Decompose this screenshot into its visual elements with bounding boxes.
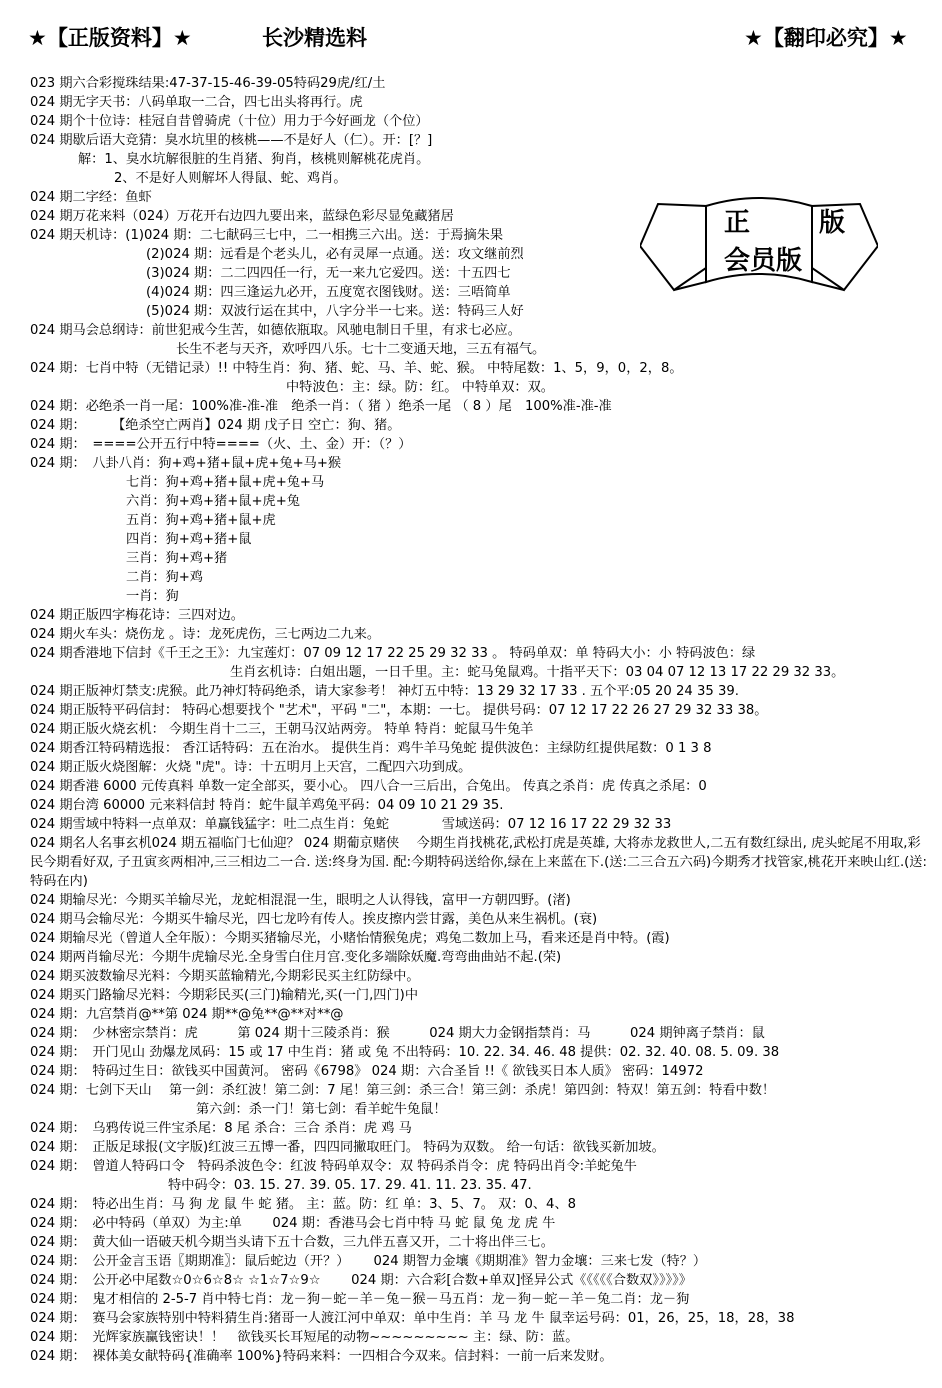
text-line: 024 期雪域中特料一点单双：单赢钱猛字：吐二点生肖：兔蛇 雪域送码：07 12 16 17 22 29 32 33	[30, 817, 672, 832]
header-left-slogan: ★【正版资料】★	[28, 26, 192, 50]
page-title: 长沙精选料	[262, 26, 367, 50]
text-line: 024 期正版四字梅花诗：三四对边。	[30, 608, 244, 623]
text-line: 024 期： 八卦八肖：狗+鸡+猪+鼠+虎+兔+马+猴	[30, 456, 342, 471]
text-line: 024 期： 公开金言玉语〖期期准〗：鼠后蛇边（开？） 024 期智力金壤《期期准》智力金壤：三来七发（特？）	[30, 1254, 707, 1269]
text-line: 024 期： 少林密宗禁肖：虎 第 024 期十三陵杀肖：猴 024 期大力金钢指禁肖：马 024 期钟离子禁肖：鼠	[30, 1026, 765, 1041]
banner-line-1: 正 版	[724, 208, 876, 238]
text-line: 七肖：狗+鸡+猪+鼠+虎+兔+马	[126, 475, 325, 490]
text-line: 024 期香港地下信封《千王之王》：九宝莲灯：07 09 12 17 22 25 29 32 33 。 特码单双：单 特码大小：小 特码波色：绿	[30, 646, 756, 661]
text-line: 024 期： 光辉家族赢钱密诀！！ 欲钱买长耳短尾的动物~~~~~~~~~ 主：绿、防：蓝。	[30, 1330, 579, 1345]
text-line: 024 期无字天书：八码单取一二合，四七出头将再行。虎	[30, 95, 363, 110]
text-line: 长生不老与天齐，欢呼四八乐。七十二变通天地，三五有福气。	[176, 342, 546, 357]
text-line: 024 期万花来料（024）万花开右边四九要出来，蓝绿色彩尽显兔藏猪居	[30, 209, 454, 224]
text-line: (3)024 期：二二四四任一行，无一来九它爱四。送：十五四七	[146, 266, 511, 281]
text-line: 024 期正版神灯禁支:虎猴。此乃神灯特码绝杀，请大家参考！ 神灯五中特：13 29 32 17 33 . 五个平:05 20 24 35 39.	[30, 684, 739, 699]
prediction-text-body	[30, 74, 930, 1366]
text-line: 2、不是好人则解坏人得鼠、蛇、鸡肖。	[114, 171, 347, 186]
text-line: 024 期： 【绝杀空亡两肖】024 期 戊子日 空亡：狗、猪。	[30, 418, 401, 433]
text-line: 解：1、臭水坑解很脏的生肖猪、狗肖，核桃则解桃花虎肖。	[78, 152, 430, 167]
text-line: 024 期： 特必出生肖：马 狗 龙 鼠 牛 蛇 猪。 主：蓝。防：红 单：3、5、7。 双：0、4、8	[30, 1197, 577, 1212]
text-paragraph: 024 期名人名事玄机024 期五福临门七仙迎？ 024 期葡京赌侠 今期生肖找桃花,武松打虎是英雄, 大将赤龙救世人,二五有数红绿出, 虎头蛇尾不用取,彩民今期看好双, 子丑寅亥两相冲,三三相边二一合. 送:终身为国. 配:今期特码送给你,绿在上来蓝在下.(送:二三合五六码)今期秀才找管家,桃花开来映山红.(送:特码在内)	[30, 836, 927, 889]
text-line: 024 期：九宫禁肖@**第 024 期**@兔**@**对**@	[30, 1007, 344, 1022]
text-line: 024 期香江特码精选报： 香江话特码：五在治水。 提供生肖：鸡牛羊马兔蛇 提供波色：主绿防红提供尾数：0 1 3 8	[30, 741, 712, 756]
text-line: 024 期： 正版足球报(文字版)红波三五博一番，四四同撇取旺门。 特码为双数。 给一句话：欲钱买新加坡。	[30, 1140, 665, 1155]
text-line: 024 期：七剑下天山 第一剑：杀红波！第二剑：7 尾！第三剑：杀三合！第三剑：杀虎！第四剑：特双！第五剑：特看中数！	[30, 1083, 776, 1098]
text-line: 024 期两肖输尽光：今期牛虎输尽光.全身雪白住月宫.变化多端除妖魔.弯弯曲曲站不起.(荣)	[30, 950, 562, 965]
text-line: 024 期马会输尽光：今期买牛输尽光，四七龙吟有传人。挨皮擦内尝甘露，美色从来生祸机。(衰)	[30, 912, 598, 927]
text-line: 024 期买门路输尽光料：今期彩民买(三门)输精光,买(一门,四门)中	[30, 988, 419, 1003]
text-line: (2)024 期：远看是个老头儿，必有灵犀一点通。送：攻文继前烈	[146, 247, 524, 262]
text-line: 特中码令：03. 15. 27. 39. 05. 17. 29. 41. 11. 23. 35. 47.	[168, 1178, 532, 1193]
text-line: 第六剑：杀一门！第七剑：看羊蛇牛兔鼠！	[196, 1102, 447, 1117]
text-line: 中特波色：主：绿。防：红。 中特单双：双。	[286, 380, 554, 395]
text-line: 024 期： 裸体美女献特码{准确率 100%}特码来料：一四相合今双来。信封料：一前一后来发财。	[30, 1349, 613, 1364]
text-line: (5)024 期：双波行运在其中，八字分半一七来。送：特码三人好	[146, 304, 524, 319]
text-line: 024 期： 曾道人特码口令 特码杀波色令：红波 特码单双令：双 特码杀肖令：虎 特码出肖令:羊蛇兔牛	[30, 1159, 637, 1174]
text-line: 024 期输尽光：今期买羊输尽光，龙蛇相混混一生，眼明之人认得钱，富甲一方朝四野。(渚)	[30, 893, 571, 908]
text-line: 024 期： ====公开五行中特====（火、土、金）开：（？）	[30, 437, 412, 452]
text-line: 生肖玄机诗：白姐出题，一日千里。主：蛇马兔鼠鸡。十指平天下：03 04 07 12 13 17 22 29 32 33。	[230, 665, 845, 680]
text-line: 三肖：狗+鸡+猪	[126, 551, 228, 566]
text-line: 024 期： 黄大仙一语破天机今期当头请下五十合数，三九伴五喜又开，二十将出伴三七。	[30, 1235, 554, 1250]
text-line: 024 期香港 6000 元传真料 单数一定全部买，要小心。 四八合一三后出，合兔出。 传真之杀肖：虎 传真之杀尾：0	[30, 779, 707, 794]
text-line: 024 期台湾 60000 元来料信封 特肖：蛇牛鼠羊鸡兔平码：04 09 10 21 29 35.	[30, 798, 504, 813]
text-line: 024 期： 赛马会家族特别中特料猜生肖:猪哥一人渡江河中单双：单中生肖：羊 马 龙 牛 鼠幸运号码：01，26，25，18，28，38	[30, 1311, 795, 1326]
text-line: 五肖：狗+鸡+猪+鼠+虎	[126, 513, 276, 528]
text-line: 024 期正版特平码信封： 特码心想要找个 "艺术"，平码 "二"，本期：一七。 提供号码：07 12 17 22 26 27 29 32 33 38。	[30, 703, 768, 718]
text-line: 024 期： 开门见山 劲爆龙凤码：15 或 17 中生肖：猪 或 兔 不出特码：10. 22. 34. 46. 48 提供：02. 32. 40. 08. 5. 09. 38	[30, 1045, 780, 1060]
text-line: 024 期：必绝杀一肖一尾：100%准-准-准 绝杀一肖：（ 猪 ）绝杀一尾 （ 8 ）尾 100%准-准-准	[30, 399, 612, 414]
text-line: 024 期：七肖中特（无错记录）!! 中特生肖：狗、猪、蛇、马、羊、蛇、猴。 中特尾数：1、5，9，0，2，8。	[30, 361, 683, 376]
text-line: 024 期马会总纲诗：前世犯戒今生苦，如德依瓶取。风驰电制日千里，有求七必应。	[30, 323, 521, 338]
text-line: 024 期火车头：烧伤龙 。诗：龙死虎伤，三七两边二九来。	[30, 627, 381, 642]
text-line: 024 期个十位诗：桂冠自昔曾骑虎（十位）用力于今好画龙（个位）	[30, 114, 429, 129]
text-line: 024 期： 公开必中尾数☆0☆6☆8☆ ☆1☆7☆9☆ 024 期：六合彩[合数+单双]怪异公式《《《《《合数双》》》》》	[30, 1273, 692, 1288]
text-line: (4)024 期：四三逢运九必开，五度宽衣图钱财。送：三唔简单	[146, 285, 511, 300]
text-line: 024 期歇后语大竞猜：臭水坑里的核桃——不是好人（仁）。开：[？]	[30, 133, 433, 148]
text-line: 024 期买波数输尽光料：今期买蓝输精光,今期彩民买主红防绿中。	[30, 969, 420, 984]
text-line: 024 期正版火烧图解：火烧 "虎"。诗：十五明月上天宫，二配四六功到成。	[30, 760, 472, 775]
text-line: 024 期： 乌鸦传说三件宝杀尾：8 尾 杀合：三合 杀肖：虎 鸡 马	[30, 1121, 412, 1136]
banner-line-2: 会员版	[724, 246, 803, 276]
text-line: 024 期： 特码过生日：欲钱买中国黄河。 密码《6798》 024 期：六合圣旨 !!《 欲钱买日本人质》 密码：14972	[30, 1064, 704, 1079]
header-right-slogan: ★【翻印必究】★	[744, 26, 908, 50]
text-line: 024 期天机诗：(1)024 期：二七献码三七中，二一相携三六出。送：于焉摘朱果	[30, 228, 504, 243]
text-line: 024 期： 鬼才相信的 2-5-7 肖中特七肖：龙－狗－蛇－羊－兔－猴－马五肖：龙－狗－蛇－羊－兔二肖：龙－狗	[30, 1292, 690, 1307]
text-line: 024 期二字经：鱼虾	[30, 190, 152, 205]
text-line: 二肖：狗+鸡	[126, 570, 203, 585]
text-line: 024 期正版火烧玄机： 今期生肖十二三，王朝马汉站两旁。 特单 特肖：蛇鼠马牛兔羊	[30, 722, 534, 737]
text-line: 四肖：狗+鸡+猪+鼠	[126, 532, 252, 547]
text-line: 024 期输尽光（曾道人全年版）：今期买猪输尽光，小赌怡情猴兔虎；鸡兔二数加上马，看来还是肖中特。(霞)	[30, 931, 670, 946]
text-line: 023 期六合彩搅珠结果:47-37-15-46-39-05特码29虎/红/土	[30, 76, 386, 91]
text-line: 六肖：狗+鸡+猪+鼠+虎+兔	[126, 494, 300, 509]
text-line: 一肖：狗	[126, 589, 179, 604]
text-line: 024 期： 必中特码（单双）为主:单 024 期：香港马会七肖中特 马 蛇 鼠 兔 龙 虎 牛	[30, 1216, 556, 1231]
